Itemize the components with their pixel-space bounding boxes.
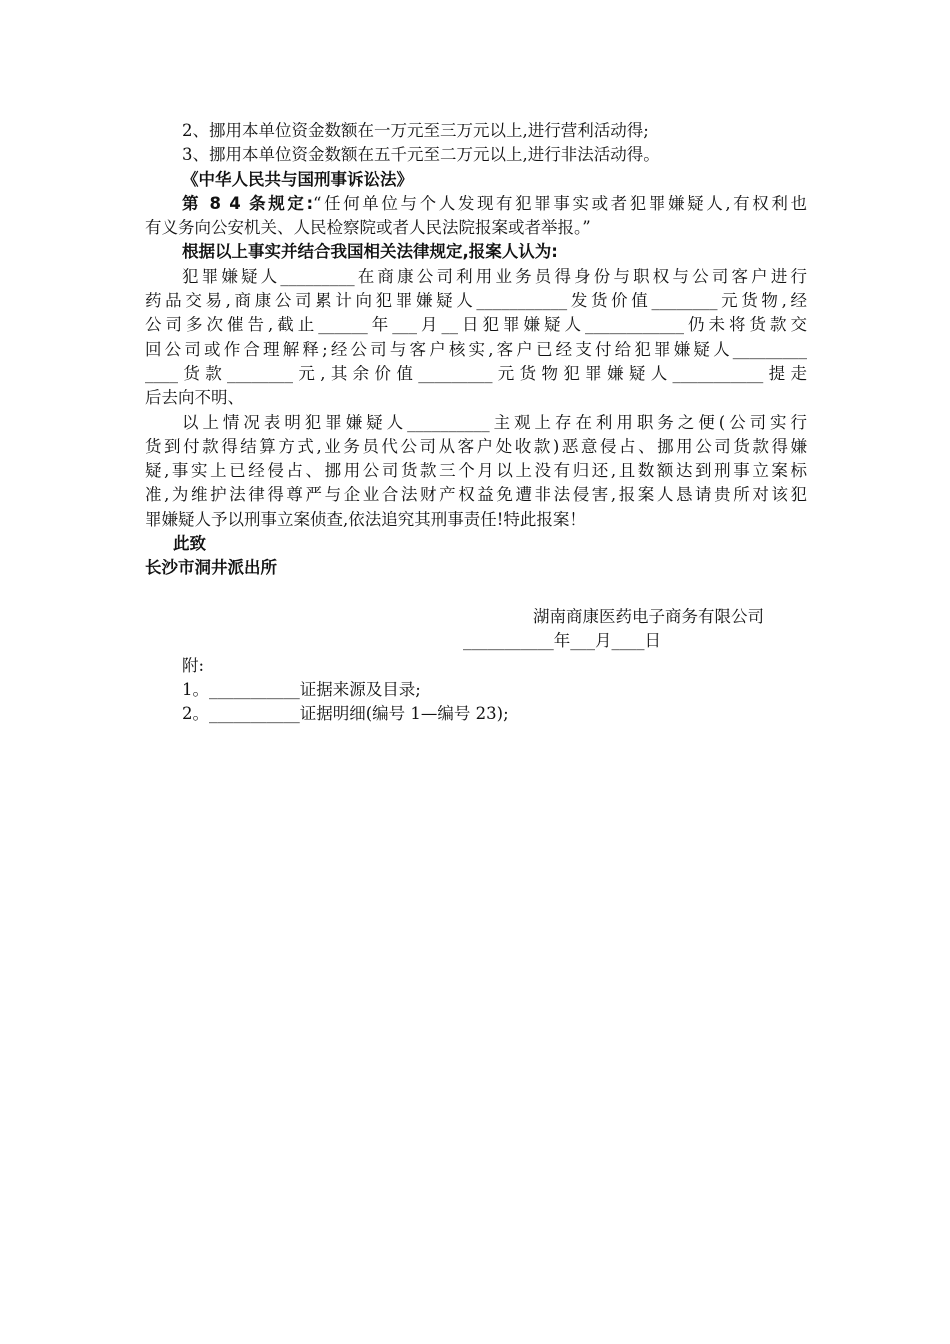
summary-line: 罪嫌疑人予以刑事立案侦查,依法追究其刑事责任!特此报案！ [145, 509, 586, 529]
facts-line: 药品交易,商康公司累计向犯罪嫌疑人___________发货价值________元货物,经 [145, 291, 807, 311]
summary-line: 以上情况表明犯罪嫌疑人__________主观上存在利用职务之便(公司实行 [182, 412, 807, 432]
law-article-text-1: “任何单位与个人发现有犯罪事实或者犯罪嫌疑人,有权利也 [313, 193, 807, 213]
law-article-line-1 [145, 192, 807, 216]
law-article-line-2: 有义务向公安机关、人民检察院或者人民法院报案或者举报。” [145, 218, 591, 238]
attachment-item: 1。___________证据来源及目录; [182, 679, 421, 699]
conclusion-heading: 根据以上事实并结合我国相关法律规定,报案人认为: [182, 242, 558, 262]
attachment-item: 2。___________证据明细(编号 1—编号 23); [182, 704, 509, 724]
facts-line: 犯罪嫌疑人_________在商康公司利用业务员得身份与职权与公司客户进行 [182, 266, 807, 286]
closing-recipient: 长沙市洞井派出所 [145, 558, 277, 578]
law-article-label: 第 8 4 条规定: [182, 193, 314, 213]
summary-line: 货到付款得结算方式,业务员代公司从客户处收款)恶意侵占、挪用公司货款得嫌 [145, 436, 807, 456]
clause-item-3: 3、挪用本单位资金数额在五千元至二万元以上,进行非法活动得。 [182, 145, 660, 165]
facts-paragraph [145, 265, 807, 411]
clause-item-2: 2、挪用本单位资金数额在一万元至三万元以上,进行营利活动得; [182, 121, 649, 140]
facts-line: 公司多次催告,截止______年___月__日犯罪嫌疑人____________仍未将货款交 [145, 315, 807, 335]
closing-salutation: 此致 [173, 534, 206, 554]
signature-company: 湖南商康医药电子商务有限公司 [533, 606, 764, 626]
signature-date: ___________年___月____日 [463, 631, 661, 651]
attachments-label: 附: [182, 655, 205, 675]
summary-line: 疑,事实上已经侵占、挪用公司货款三个月以上没有归还,且数额达到刑事立案标 [145, 461, 807, 481]
summary-paragraph [145, 411, 807, 532]
summary-line: 准,为维护法律得尊严与企业合法财产权益免遭非法侵害,报案人恳请贵所对该犯 [145, 485, 807, 505]
facts-line: ____货款________元,其余价值_________元货物犯罪嫌疑人___________提走 [145, 363, 807, 383]
facts-line: 后去向不明、 [145, 388, 244, 408]
blank-line [145, 581, 807, 605]
law-title: 《中华人民共与国刑事诉讼法》 [182, 169, 413, 189]
document-body [145, 119, 807, 726]
facts-line: 回公司或作合理解释;经公司与客户核实,客户已经支付给犯罪嫌疑人_________ [145, 339, 807, 359]
